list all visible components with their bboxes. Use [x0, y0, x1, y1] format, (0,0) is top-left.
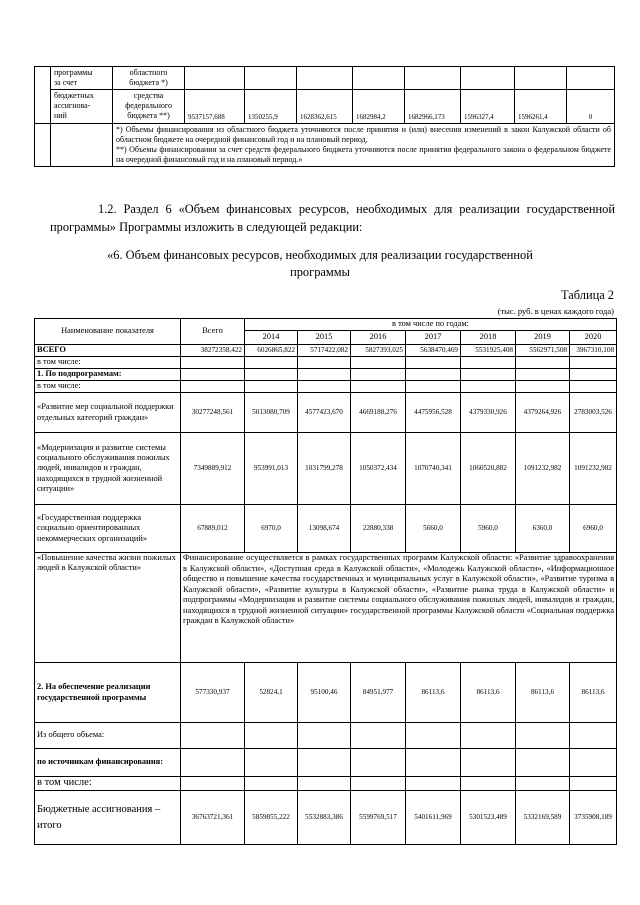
financing-note: Финансирование осуществляется в рамках государственных программ Калужской области: «Развитие здравоохранения в Калужской области», «Доступная среда в Калужской области», «Молодежь Калужской области», «Информационное общество и повышение качества государственных и муниципальных услуг в Калужской области», «Развитие туризма в Калужской области», «Развитие культуры в Калужской области», «Развитие рынка труда в Калужской области» и подпрограммы «Модернизация и развитие системы социального обслуживания пожилых людей, инвалидов и граждан, находящихся в трудной жизненной ситуации» государственной программы Калужской области «Социальная поддержка граждан в Калужской области»	[181, 553, 617, 663]
value-cell: 1682966,173	[405, 90, 461, 124]
section-heading: «6. Объем финансовых ресурсов, необходимых для реализации государственной программы	[107, 248, 533, 279]
row-label: Бюджетные ассигнования – итого	[35, 791, 181, 845]
total-row	[35, 345, 617, 357]
header-row	[35, 319, 617, 331]
value-cell: 5562971,508	[516, 345, 570, 357]
table-row	[35, 369, 617, 381]
value-cell: 86113,6	[516, 663, 570, 723]
year-header: 2015	[298, 331, 351, 345]
row-label: «Развитие мер социальной поддержки отдельных категорий граждан»	[35, 393, 181, 433]
row-label: в том числе:	[35, 381, 181, 393]
value-cell: 5717422,082	[298, 345, 351, 357]
amendment-paragraph: 1.2. Раздел 6 «Объем финансовых ресурсов, необходимых для реализации государственной программы» Программы изложить в следующей редакции:	[50, 202, 615, 234]
value-cell: 5599769,517	[351, 791, 406, 845]
value-cell: 5660,0	[406, 505, 461, 553]
year-header: 2017	[406, 331, 461, 345]
value-cell: 5827393,025	[351, 345, 406, 357]
value-cell: 1350255,9	[245, 90, 297, 124]
row-label: Из общего объема:	[35, 723, 181, 749]
value-cell: 95100,46	[298, 663, 351, 723]
value-cell: 1091232,982	[570, 433, 617, 505]
header-total: Всего	[181, 319, 245, 345]
value-cell: 5301523,489	[461, 791, 516, 845]
value-cell: 84951,977	[351, 663, 406, 723]
source-cell: областного бюджета *)	[113, 67, 185, 90]
subprogram-row	[35, 433, 617, 505]
table-row	[35, 357, 617, 369]
value-cell: 86113,6	[570, 663, 617, 723]
year-header: 2016	[351, 331, 406, 345]
row-label: «Повышение качества жизни пожилых людей в Калужской области»	[35, 553, 181, 663]
value-cell: 0	[567, 90, 615, 124]
footnote-1: *) Объемы финансирования из областного бюджета уточняются после принятия и (или) внесения изменений в закон Калужской области об областном бюджете на очередной финансовый год и на плановый период.	[116, 125, 611, 144]
value-cell: 1091232,982	[516, 433, 570, 505]
value-cell: 52824,1	[245, 663, 298, 723]
value-cell: 1070740,341	[406, 433, 461, 505]
row-label: «Государственная поддержка социально ориентированных некоммерческих организаций»	[35, 505, 181, 553]
value-cell: 38272358,422	[181, 345, 245, 357]
support-row	[35, 663, 617, 723]
financing-table	[34, 318, 617, 845]
subprogram-row	[35, 393, 617, 433]
table-row	[35, 381, 617, 393]
value-cell: 4379330,926	[461, 393, 516, 433]
value-cell: 2783003,526	[570, 393, 617, 433]
row-label: 2. На обеспечение реализации государственной программы	[35, 663, 181, 723]
value-cell: 6360,0	[516, 505, 570, 553]
table-row	[35, 749, 617, 777]
program-cell: программы за счет	[51, 67, 113, 90]
table-row	[35, 723, 617, 749]
row-label: ВСЕГО	[35, 345, 181, 357]
year-header: 2020	[570, 331, 617, 345]
value-cell: 953991,013	[245, 433, 298, 505]
value-cell: 67889,012	[181, 505, 245, 553]
value-cell: 577330,937	[181, 663, 245, 723]
value-cell: 3735908,189	[570, 791, 617, 845]
year-header: 2018	[461, 331, 516, 345]
value-cell: 36763721,361	[181, 791, 245, 845]
value-cell: 4577423,670	[298, 393, 351, 433]
value-cell: 4475956,528	[406, 393, 461, 433]
year-header: 2014	[245, 331, 298, 345]
value-cell: 6026865,822	[245, 345, 298, 357]
value-cell: 86113,6	[461, 663, 516, 723]
continuation-table	[34, 66, 615, 167]
value-cell: 5638470,469	[406, 345, 461, 357]
subprogram-row	[35, 505, 617, 553]
value-cell: 3967310,108	[570, 345, 617, 357]
value-cell: 1031799,278	[298, 433, 351, 505]
value-cell: 5960,0	[461, 505, 516, 553]
source-cell: средства федерального бюджета **)	[113, 90, 185, 124]
elderly-row	[35, 553, 617, 663]
value-cell: 6960,0	[570, 505, 617, 553]
value-cell: 1596261,4	[515, 90, 567, 124]
value-cell: 1050372,434	[351, 433, 406, 505]
row-label: в том числе:	[35, 777, 181, 791]
header-years-caption: в том числе по годам:	[245, 319, 617, 331]
value-cell: 5531925,408	[461, 345, 516, 357]
value-cell: 86113,6	[406, 663, 461, 723]
program-cell: бюджетных ассигнова- ний	[51, 90, 113, 124]
value-cell: 4379264,926	[516, 393, 570, 433]
row-label: «Модернизация и развитие системы социального обслуживания пожилых людей, инвалидов и граждан, находящихся в трудной жизненной ситуации»	[35, 433, 181, 505]
value-cell: 13098,674	[298, 505, 351, 553]
value-cell: 5332169,589	[516, 791, 570, 845]
value-cell: 7349889,912	[181, 433, 245, 505]
budget-row	[35, 791, 617, 845]
row-label: 1. По подпрограммам:	[35, 369, 181, 381]
value-cell: 1060520,882	[461, 433, 516, 505]
year-header: 2019	[516, 331, 570, 345]
row-label: по источникам финансирования:	[35, 749, 181, 777]
value-cell: 5401611,969	[406, 791, 461, 845]
notes-row	[35, 124, 615, 167]
table-number: Таблица 2	[561, 288, 614, 302]
value-cell: 9537157,688	[185, 90, 245, 124]
table-row	[35, 67, 615, 90]
value-cell: 1682984,2	[353, 90, 405, 124]
footnote-2: **) Объемы финансирования за счет средств федерального бюджета уточняются после принятия федерального закона о федеральном бюджете на очередной финансовый год и на плановый период.»	[116, 145, 611, 164]
value-cell: 5013080,709	[245, 393, 298, 433]
footnotes-cell	[113, 124, 615, 167]
table-row	[35, 777, 617, 791]
value-cell: 1596327,4	[461, 90, 515, 124]
units-caption: (тыс. руб. в ценах каждого года)	[497, 306, 614, 316]
value-cell: 30277248,561	[181, 393, 245, 433]
table-row	[35, 90, 615, 124]
header-name: Наименование показателя	[35, 319, 181, 345]
row-label: в том числе:	[35, 357, 181, 369]
value-cell: 1628362,615	[297, 90, 353, 124]
value-cell: 6970,0	[245, 505, 298, 553]
value-cell: 4669188,276	[351, 393, 406, 433]
value-cell: 5859855,222	[245, 791, 298, 845]
value-cell: 5532883,386	[298, 791, 351, 845]
value-cell: 22880,338	[351, 505, 406, 553]
